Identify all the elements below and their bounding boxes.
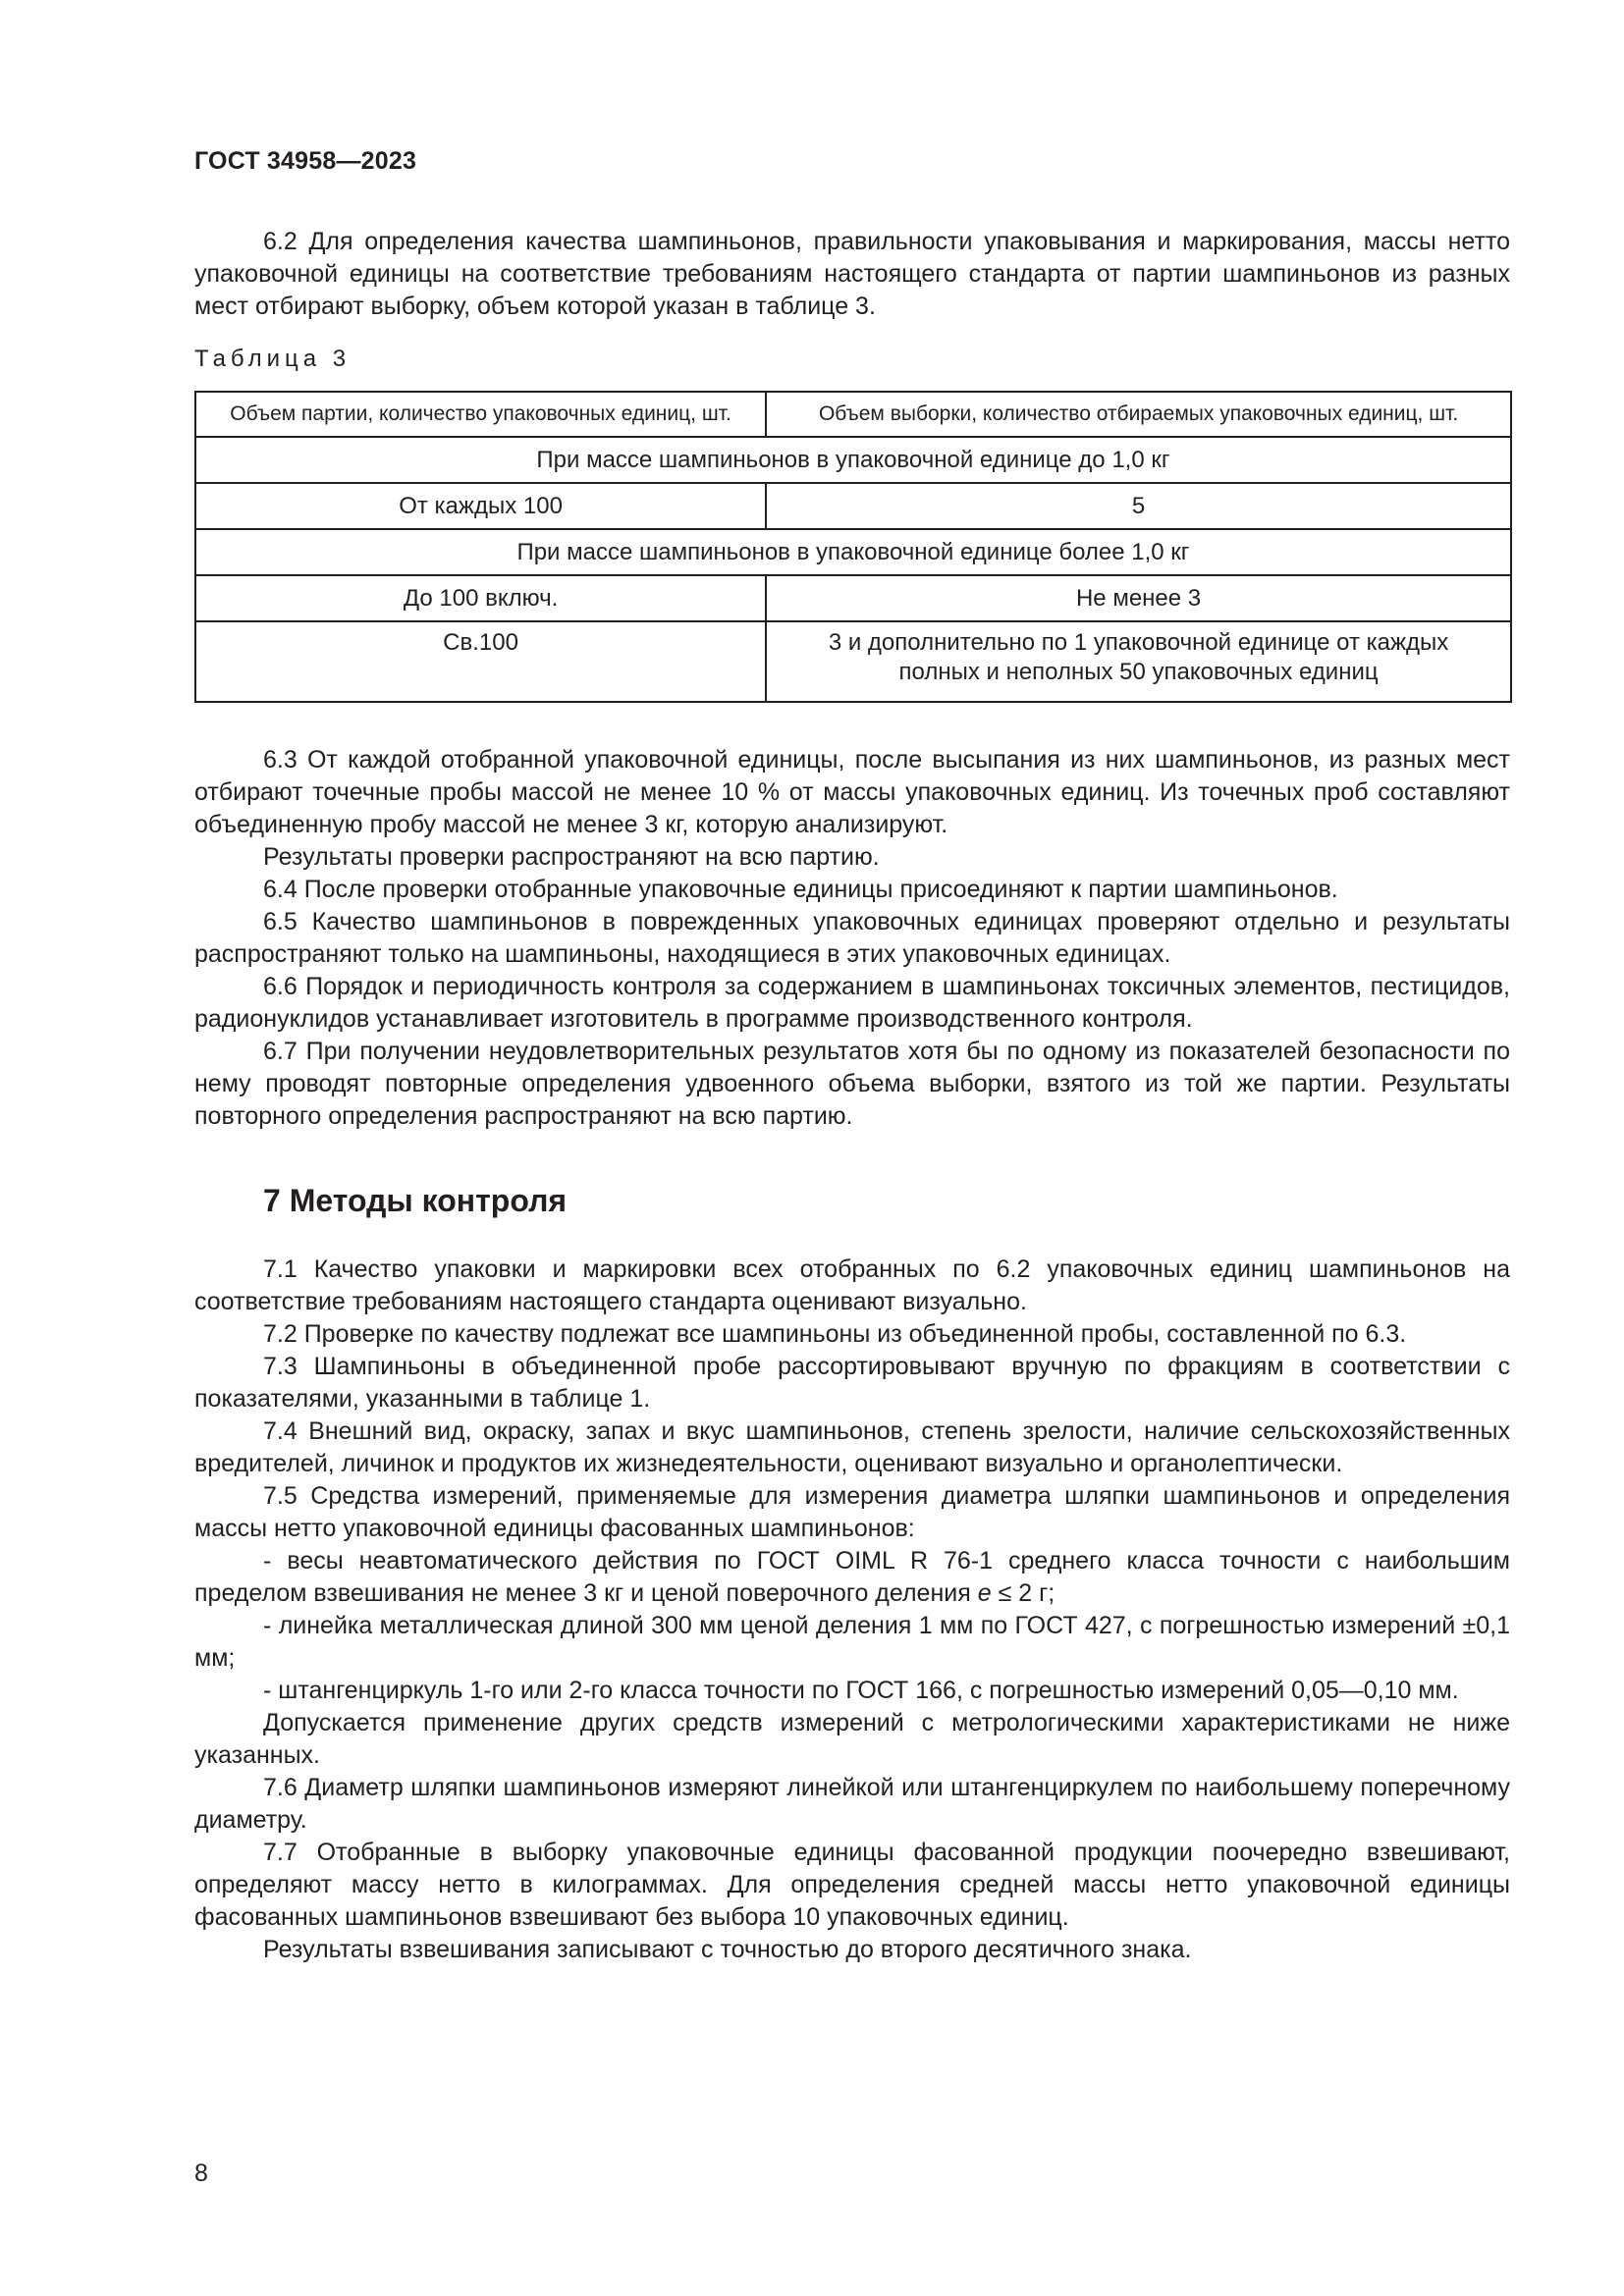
table-cell: До 100 включ. [195, 575, 766, 621]
list-item-text: ≤ 2 г; [991, 1579, 1056, 1607]
table-section-cell: При массе шампиньонов в упаковочной единице более 1,0 кг [195, 529, 1511, 575]
table-cell: 5 [766, 483, 1511, 529]
paragraph-6-5: 6.5 Качество шампиньонов в поврежденных упаковочных единицах проверяют отдельно и результаты распространяют только на шампиньоны, находящиеся в этих упаковочных единицах. [194, 908, 1510, 968]
paragraph-6-7: 6.7 При получении неудовлетворительных результатов хотя бы по одному из показателей безопасности по нему проводят повторные определения удвоенного объема выборки, взятого из той же партии. Результаты повторного определения распространяют на всю партию. [194, 1038, 1510, 1130]
paragraph-7-1: 7.1 Качество упаковки и маркировки всех отобранных по 6.2 упаковочных единиц шампиньонов на соответствие требованиям настоящего стандарта оценивают визуально. [194, 1255, 1510, 1315]
section-7-block [194, 1254, 1510, 1966]
paragraph-7-7-result: Результаты взвешивания записывают с точностью до второго десятичного знака. [263, 1936, 1192, 1963]
table-cell: Не менее 3 [766, 575, 1511, 621]
table-row [195, 621, 1511, 702]
paragraph-6-4: 6.4 После проверки отобранные упаковочные единицы присоединяют к партии шампиньонов. [263, 876, 1338, 903]
paragraph-7-5: 7.5 Средства измерений, применяемые для измерения диаметра шляпки шампиньонов и определения массы нетто упаковочной единицы фасованных шампиньонов: [194, 1482, 1510, 1542]
paragraph-7-3: 7.3 Шампиньоны в объединенной пробе рассортировывают вручную по фракциям в соответствии с показателями, указанными в таблице 1. [194, 1353, 1510, 1413]
table-cell-line: полных и неполных 50 упаковочных единиц [898, 659, 1379, 685]
table-3 [194, 391, 1512, 703]
list-item-text: - весы неавтоматического действия по ГОСТ OIML R 76-1 среднего класса точности с наибольшим пределом взвешивания не менее 3 кг и ценой поверочного деления [194, 1547, 1510, 1607]
table-cell: Св.100 [195, 621, 766, 702]
section-7-title: 7 Методы контроля [263, 1183, 568, 1218]
variable-e: e [977, 1579, 992, 1607]
page-number: 8 [194, 2160, 208, 2187]
paragraph-6-2: 6.2 Для определения качества шампиньонов, правильности упаковывания и маркирования, массы нетто упаковочной единицы на соответствие требованиям настоящего стандарта от партии шампиньонов из разных мест отбирают выборку, объем которой указан в таблице 3. [194, 228, 1510, 320]
section-6-block [194, 744, 1510, 1133]
paragraph-7-6: 7.6 Диаметр шляпки шампиньонов измеряют линейкой или штангенциркулем по наибольшему поперечному диаметру. [194, 1774, 1510, 1834]
paragraph-6-3: 6.3 От каждой отобранной упаковочной единицы, после высыпания из них шампиньонов, из разных мест отбирают точечные пробы массой не менее 10 % от массы упаковочных единиц. Из точечных проб составляют объединенную пробу массой не менее 3 кг, которую анализируют. [194, 746, 1510, 838]
table-header-cell: Объем партии, количество упаковочных единиц, шт. [195, 392, 766, 437]
paragraph-7-5-note: Допускается применение других средств измерений с метрологическими характеристиками не ниже указанных. [194, 1709, 1510, 1769]
paragraph-7-7: 7.7 Отобранные в выборку упаковочные единицы фасованной продукции поочередно взвешивают, определяют массу нетто в килограммах. Для определения средней массы нетто упаковочной единицы фасованных шампиньонов взвешивают без выбора 10 упаковочных единиц. [194, 1839, 1510, 1931]
table-header-cell: Объем выборки, количество отбираемых упаковочных единиц, шт. [766, 392, 1511, 437]
list-item-scales [194, 1545, 1510, 1610]
table-header-row [195, 392, 1511, 437]
list-item-ruler: - линейка металлическая длиной 300 мм ценой деления 1 мм по ГОСТ 427, с погрешностью измерений ±0,1 мм; [194, 1612, 1510, 1672]
paragraph-6-6: 6.6 Порядок и периодичность контроля за содержанием в шампиньонах токсичных элементов, пестицидов, радионуклидов устанавливает изготовитель в программе производственного контроля. [194, 973, 1510, 1033]
table-caption: Таблица 3 [194, 346, 352, 372]
paragraph-6-3-result: Результаты проверки распространяют на всю партию. [263, 843, 880, 871]
table-section-cell: При массе шампиньонов в упаковочной единице до 1,0 кг [195, 437, 1511, 483]
paragraph-7-2: 7.2 Проверке по качеству подлежат все шампиньоны из объединенной пробы, составленной по 6.3. [263, 1320, 1407, 1348]
paragraph-7-4: 7.4 Внешний вид, окраску, запах и вкус шампиньонов, степень зрелости, наличие сельскохозяйственных вредителей, личинок и продуктов их жизнедеятельности, оценивают визуально и органолептически. [194, 1417, 1510, 1477]
document-header: ГОСТ 34958—2023 [194, 147, 417, 175]
intro-block [194, 226, 1510, 323]
table-row [195, 575, 1511, 621]
table-row [195, 483, 1511, 529]
list-item-caliper: - штангенциркуль 1-го или 2-го класса точности по ГОСТ 166, с погрешностью измерений 0,05—0,10 мм. [263, 1677, 1459, 1704]
table-section-row [195, 437, 1511, 483]
table-cell [766, 621, 1511, 702]
table-cell: От каждых 100 [195, 483, 766, 529]
table-cell-line: 3 и дополнительно по 1 упаковочной единице от каждых [828, 629, 1449, 656]
table-section-row [195, 529, 1511, 575]
